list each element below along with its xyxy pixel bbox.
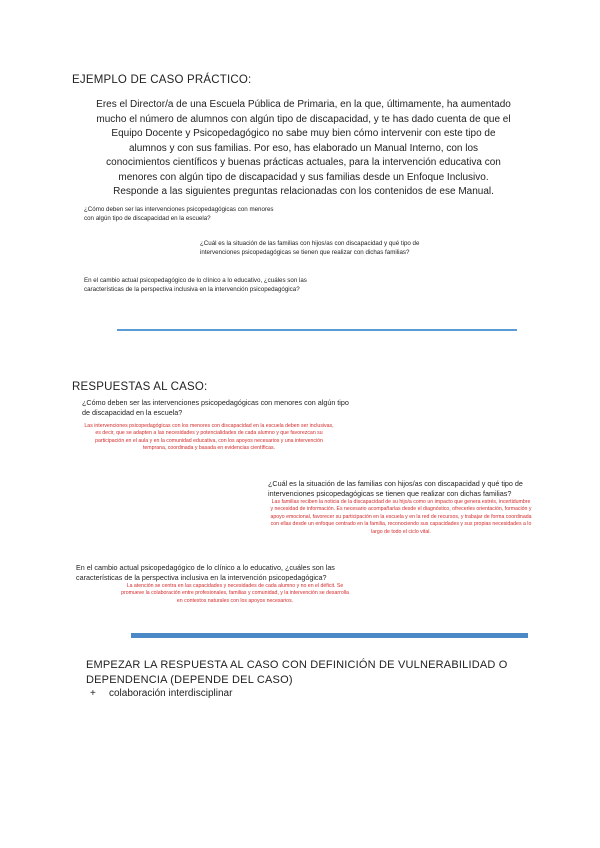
divider-line (117, 329, 517, 331)
answer-question-3: En el cambio actual psicopedagógico de lo clínico a lo educativo, ¿cuáles son las características de la perspectiva inclusiva en la intervención psicopedagógica? (76, 563, 335, 582)
case-intro-paragraph: Eres el Director/a de una Escuela Pública de Primaria, en la que, últimamente, ha aumentado mucho el número de alumnos con algún tipo de discapacidad, y te has dado cuenta de que el Equipo Docente y Psicopedagógico no sabe muy bien cómo intervenir con este tipo de alumnos y con sus familias. Por eso, has elaborado un Manual Interno, con los conocimientos científicos y buenas prácticas actuales, para la intervención educativa con menores con algún tipo de discapacidad y sus familias desde un Enfoque Inclusivo. Responde a las siguientes preguntas relacionadas con los contenidos de ese Manual. (96, 99, 511, 197)
case-question-2: ¿Cuál es la situación de las familias con hijos/as con discapacidad y qué tipo de intervenciones psicopedagógicas se tienen que realizar con dichas familias? (200, 240, 420, 256)
case-question-1: ¿Cómo deben ser las intervenciones psicopedagógicas con menores con algún tipo de discapacidad en la escuela? (84, 206, 274, 222)
bullet-item-collaboration: colaboración interdisciplinar (109, 688, 233, 699)
section-title-start-answer: EMPEZAR LA RESPUESTA AL CASO CON DEFINICIÓN DE VULNERABILIDAD O DEPENDENCIA (DEPENDE DEL CASO) (86, 659, 508, 686)
section-title-example: EJEMPLO DE CASO PRÁCTICO: (72, 74, 252, 86)
answer-text-1: Las intervenciones psicopedagógicas con los menores con discapacidad en la escuela deben ser inclusivas, es decir, que se adapten a las necesidades y potencialidades de cada alumno y que favorezcan su participación en el aula y en la comunidad educativa, con los apoyos necesarios y una intervención temprana, coordinada y basada en evidencias científicas. (84, 423, 334, 452)
bullet-marker: + (90, 688, 96, 699)
divider-bar (131, 633, 528, 638)
answer-text-2: Las familias reciben la noticia de la discapacidad de su hijo/a como un impacto que genera estrés, incertidumbre y necesidad de información. Es necesario acompañarlas desde el diagnóstico, ofrecerles orientación, formación y apoyo emocional, favorecer su participación en la escuela y en la red de recursos, y trabajar de forma coordinada con ellas desde un enfoque centrado en la familia, reconociendo sus capacidades y sus propias necesidades a lo largo de todo el ciclo vital. (270, 499, 532, 535)
answer-text-3: La atención se centra en las capacidades y necesidades de cada alumno y no en el déficit. Se promueve la colaboración entre profesionales, familias y comunidad, y la intervención se desarrolla en contextos naturales con los apoyos necesarios. (121, 583, 349, 604)
section-title-answers: RESPUESTAS AL CASO: (72, 381, 208, 393)
case-question-3: En el cambio actual psicopedagógico de lo clínico a lo educativo, ¿cuáles son las características de la perspectiva inclusiva en la intervención psicopedagógica? (84, 277, 307, 293)
answer-question-2: ¿Cuál es la situación de las familias con hijos/as con discapacidad y qué tipo de intervenciones psicopedagógicas se tienen que realizar con dichas familias? (268, 479, 523, 498)
answer-question-1: ¿Cómo deben ser las intervenciones psicopedagógicas con menores con algún tipo de discapacidad en la escuela? (82, 398, 349, 417)
